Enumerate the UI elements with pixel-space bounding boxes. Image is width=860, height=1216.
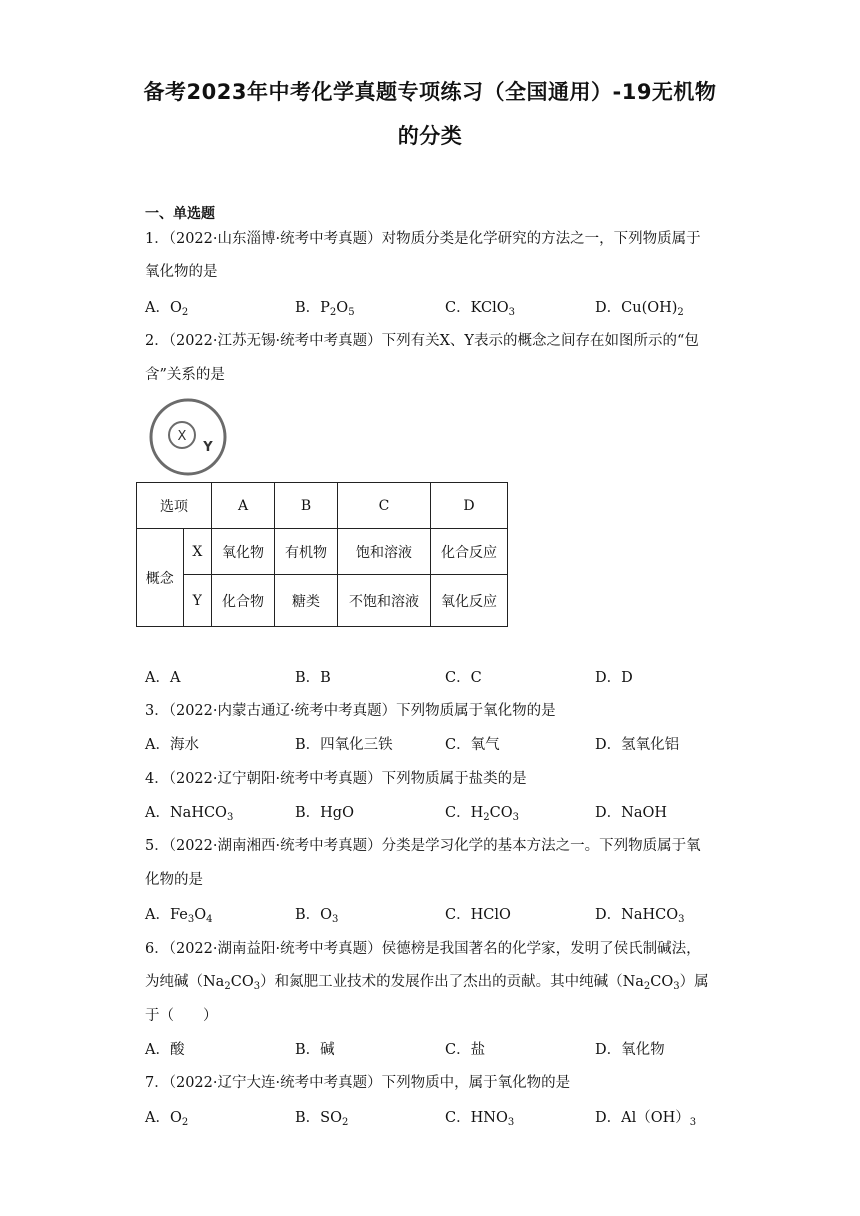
question-5-line-2: 化物的是 [145,872,203,888]
answer-option [595,905,684,925]
option-label: D． [595,670,622,686]
option-label: C． [445,670,471,686]
text-run: 海水 [169,737,199,753]
table-header-option: 选项 [137,483,212,529]
outer-label-y: Y [203,440,213,455]
answer-option [445,1040,485,1060]
subscript: 2 [181,1117,189,1128]
subscript: 3 [507,1117,515,1128]
option-label: B． [295,737,321,753]
text-run: O [169,300,182,316]
question-6-options [145,1040,765,1060]
table-cell: 有机物 [275,529,338,575]
question-6-line-1 [145,939,701,959]
outer-circle-y [151,400,225,474]
table-cell: 氧化物 [212,529,275,575]
option-label: D． [595,1110,622,1126]
option-label: A． [145,300,170,316]
subscript: 2 [677,307,684,318]
option-label: B． [295,1042,321,1058]
question-7-line-1: 7．（2022·辽宁大连·统考中考真题）下列物质中，属于氧化物的是 [145,1075,571,1091]
text-run: NaHCO [169,805,227,821]
text-run: 碱 [320,1042,335,1058]
text-run: CO [650,974,674,990]
text-run: O [169,1110,182,1126]
question-3-line-1: 3．（2022·内蒙古通辽·统考中考真题）下列物质属于氧化物的是 [145,703,556,719]
table-row-key-x: X [183,529,211,575]
text-run: 为纯碱（Na [145,974,225,990]
option-label: B． [295,300,321,316]
answer-option [595,1040,665,1060]
table-cell: 化合物 [212,575,275,627]
option-label: A． [145,907,170,923]
option-label: C． [445,907,471,923]
option-label: A． [145,670,170,686]
answer-option [595,803,667,823]
subscript: 3 [226,812,234,823]
table-cell: 糖类 [275,575,338,627]
answer-option [595,298,684,318]
subscript: 2 [643,981,651,992]
table-cell: 化合反应 [431,529,508,575]
text-run: HgO [320,805,354,821]
text-run: ）属 [679,974,709,990]
answer-option [295,1040,335,1060]
question-3-options [145,735,765,755]
table-row [137,529,508,575]
option-label: C． [445,1042,471,1058]
answer-option [445,668,482,688]
text-run: D [621,670,633,686]
question-1-line-2: 氧化物的是 [145,264,218,280]
option-label: C． [445,737,471,753]
text-run: 酸 [169,1042,185,1058]
table-header-col-c: C [338,483,431,529]
answer-option [295,905,338,925]
text-run: KClO [470,300,509,316]
answer-option [445,905,511,925]
question-1-options [145,298,765,318]
text-run: 氧化物 [621,1042,665,1058]
answer-option [595,735,679,755]
question-2-options [145,668,765,688]
question-1-line-1: 1．（2022·山东淄博·统考中考真题）对物质分类是化学研究的方法之一，下列物质属于 [145,231,701,247]
subscript: 3 [332,914,339,925]
answer-option [145,735,199,755]
section-heading: 一、单选题 [145,206,215,222]
subscript: 2 [224,981,231,992]
text-run: 6．（2022·湖南益阳·统考中考真题）侯德榜是我国著名的化学家，发明了侯氏制碱法， [145,941,701,957]
subscript: 4 [206,914,213,925]
text-run: Fe [169,907,188,923]
table-header-col-b: B [275,483,338,529]
question-4-line-1: 4．（2022·辽宁朝阳·统考中考真题）下列物质属于盐类的是 [145,771,527,787]
option-label: D． [595,1042,622,1058]
option-label: D． [595,737,622,753]
answer-option [445,803,519,823]
answer-option [145,1040,184,1060]
question-7-options [145,1108,765,1128]
text-run: P [320,300,330,316]
subscript: 3 [512,812,519,823]
option-label: B． [295,1110,321,1126]
answer-option [145,1108,188,1128]
answer-option [145,668,180,688]
table-header-row [137,483,508,529]
subscript: 5 [348,307,355,318]
text-run: A [169,670,181,686]
option-label: C． [445,1110,471,1126]
subscript: 3 [673,981,680,992]
inner-label-x: X [177,429,187,444]
question-2-line-2: 含”关系的是 [145,367,225,383]
table-row-group-label: 概念 [137,529,184,627]
text-run: O [320,907,333,923]
text-run: 盐 [470,1042,486,1058]
concept-table [136,482,508,627]
option-label: D． [595,300,622,316]
subscript: 3 [253,981,261,992]
text-run: O [336,300,349,316]
option-label: B． [295,907,321,923]
answer-option [595,668,633,688]
option-label: A． [145,805,170,821]
text-run: HClO [470,907,511,923]
subscript: 3 [689,1117,697,1128]
text-run: ）和氮肥工业技术的发展作出了杰出的贡献。其中纯碱（Na [260,974,644,990]
answer-option [295,298,355,318]
answer-option [295,803,354,823]
subscript: 3 [678,914,685,925]
text-run: Cu(OH) [621,300,678,316]
text-run: O [194,907,207,923]
answer-option [595,1108,696,1128]
text-run: C [470,670,482,686]
option-label: D． [595,805,622,821]
table-cell: 不饱和溶液 [338,575,431,627]
answer-option [145,905,212,925]
answer-option [445,1108,514,1128]
table-row [137,575,508,627]
option-label: C． [445,805,471,821]
text-run: HNO [470,1110,508,1126]
text-run: SO [320,1110,342,1126]
answer-option [445,735,500,755]
answer-option [295,735,393,755]
text-run: 氧气 [470,737,500,753]
text-run: CO [230,974,254,990]
question-5-options [145,905,765,925]
text-run: NaHCO [621,907,679,923]
subscript: 2 [329,307,337,318]
text-run: 氢氧化铝 [621,737,680,753]
text-run: 四氧化三铁 [320,737,393,753]
subscript: 3 [508,307,516,318]
text-run: H [470,805,484,821]
option-label: B． [295,805,321,821]
option-label: D． [595,907,622,923]
text-run: Al（OH） [621,1110,690,1126]
question-6-line-2 [145,972,709,992]
document-title-line-1: 备考2023年中考化学真题专项练习（全国通用）-19无机物 [143,80,717,104]
subscript: 2 [181,307,189,318]
subscript: 3 [187,914,195,925]
answer-option [295,1108,348,1128]
option-label: B． [295,670,321,686]
answer-option [145,803,233,823]
document-title-line-2: 的分类 [397,124,463,148]
option-label: A． [145,737,170,753]
subscript: 2 [483,812,490,823]
option-label: A． [145,1110,170,1126]
text-run: CO [489,805,513,821]
table-cell: 氧化反应 [431,575,508,627]
question-6-line-3 [145,1006,218,1026]
option-label: A． [145,1042,170,1058]
venn-inclusion-diagram [148,398,228,476]
table-row-key-y: Y [183,575,211,627]
question-2-line-1: 2．（2022·江苏无锡·统考中考真题）下列有关X、Y表示的概念之间存在如图所示的“包 [145,333,699,349]
text-run: NaOH [621,805,668,821]
text-run: B [320,670,331,686]
answer-option [445,298,515,318]
answer-option [145,298,188,318]
table-header-col-d: D [431,483,508,529]
question-5-line-1: 5．（2022·湖南湘西·统考中考真题）分类是学习化学的基本方法之一。下列物质属于氧 [145,838,701,854]
answer-option [295,668,331,688]
subscript: 2 [341,1117,349,1128]
table-cell: 饱和溶液 [338,529,431,575]
question-4-options [145,803,765,823]
option-label: C． [445,300,471,316]
text-run: 于（ ） [145,1008,218,1024]
table-header-col-a: A [212,483,275,529]
